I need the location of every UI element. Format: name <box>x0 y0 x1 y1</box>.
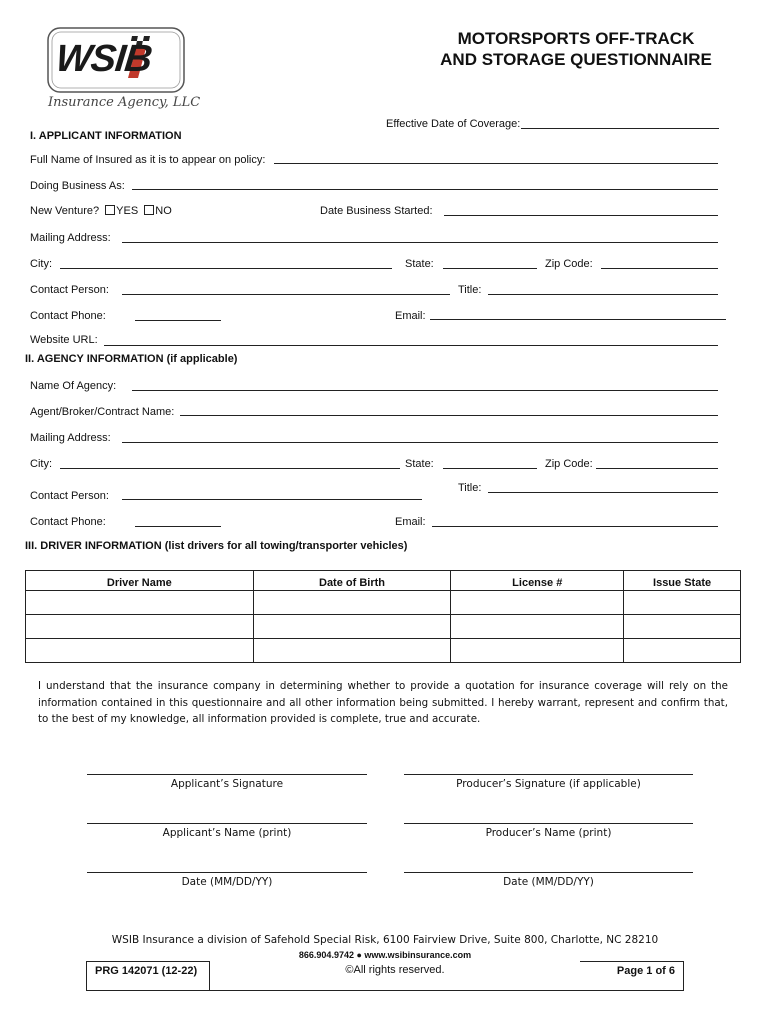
new-venture-text: New Venture? <box>30 205 100 217</box>
agency-logo <box>46 26 186 94</box>
agency-script-name: Insurance Agency, LLC <box>48 95 201 110</box>
applicant-name-field[interactable] <box>87 823 367 824</box>
producer-name-field[interactable] <box>404 823 693 824</box>
website-label: Website URL: <box>30 334 98 346</box>
agency-title-field[interactable] <box>488 492 718 493</box>
applicant-signature-field[interactable] <box>87 774 367 775</box>
mailing-label: Mailing Address: <box>30 232 111 244</box>
state-label: State: <box>405 258 434 270</box>
mailing-field[interactable] <box>122 242 718 243</box>
footer-rule <box>210 990 580 991</box>
driver-name-cell[interactable] <box>26 639 254 663</box>
certification-statement: I understand that the insurance company in determining whether to provide a quotation for insurance coverage will rely on the information contained in this questionnaire and all other information being submitted. I hereby warrant, represent and confirm that, to the best of my knowledge, all information provided is complete, true and accurate. <box>38 680 728 725</box>
full-name-field[interactable] <box>274 163 718 164</box>
agency-zip-field[interactable] <box>596 468 718 469</box>
no-label: NO <box>155 205 172 217</box>
contact-person-field[interactable] <box>122 294 450 295</box>
agency-mailing-field[interactable] <box>122 442 718 443</box>
producer-signature-field[interactable] <box>404 774 693 775</box>
driver-name-cell[interactable] <box>26 591 254 615</box>
dob-cell[interactable] <box>253 639 451 663</box>
date-started-label: Date Business Started: <box>320 205 433 217</box>
agency-city-label: City: <box>30 458 52 470</box>
agency-state-field[interactable] <box>443 468 537 469</box>
yes-checkbox[interactable] <box>105 205 115 215</box>
agency-email-label: Email: <box>395 516 426 528</box>
issue-state-cell[interactable] <box>624 591 741 615</box>
effective-date-label: Effective Date of Coverage: <box>386 118 521 130</box>
contact-phone-label: Contact Phone: <box>30 310 106 322</box>
zip-field[interactable] <box>601 268 718 269</box>
license-cell[interactable] <box>451 615 624 639</box>
dob-cell[interactable] <box>253 615 451 639</box>
agency-mailing-label: Mailing Address: <box>30 432 111 444</box>
applicant-signature-caption: Applicant’s Signature <box>170 778 284 790</box>
full-name-label: Full Name of Insured as it is to appear on policy: <box>30 154 266 166</box>
table-row <box>26 591 741 615</box>
footer-contact: 866.904.9742 ● www.wsibinsurance.com <box>298 950 472 960</box>
dba-field[interactable] <box>132 189 718 190</box>
producer-date-field[interactable] <box>404 872 693 873</box>
driver-table-header <box>26 571 741 591</box>
col-license: License # <box>451 571 624 591</box>
contact-phone-field[interactable] <box>135 320 221 321</box>
title-field[interactable] <box>488 294 718 295</box>
form-id-box <box>86 961 210 991</box>
driver-table <box>25 570 741 663</box>
new-venture-label <box>30 205 172 217</box>
col-date-of-birth: Date of Birth <box>253 571 451 591</box>
form-title-line1: MOTORSPORTS OFF-TRACK <box>457 29 695 48</box>
producer-signature-caption: Producer’s Signature (if applicable) <box>456 778 641 790</box>
agent-field[interactable] <box>180 415 718 416</box>
producer-name-caption: Producer’s Name (print) <box>485 827 612 839</box>
zip-label: Zip Code: <box>545 258 593 270</box>
state-field[interactable] <box>443 268 537 269</box>
agent-label: Agent/Broker/Contract Name: <box>30 406 175 418</box>
no-checkbox[interactable] <box>144 205 154 215</box>
agency-city-field[interactable] <box>60 468 400 469</box>
issue-state-cell[interactable] <box>624 615 741 639</box>
agency-name-label: Name Of Agency: <box>30 380 117 392</box>
yes-label: YES <box>116 205 139 217</box>
section-applicant-heading: I. APPLICANT INFORMATION <box>30 130 182 142</box>
rights-text: ©All rights reserved. <box>345 964 445 976</box>
effective-date-field[interactable] <box>521 128 719 129</box>
agency-contact-person-field[interactable] <box>122 499 422 500</box>
city-label: City: <box>30 258 52 270</box>
page-number-box <box>580 961 684 991</box>
agency-title-label: Title: <box>458 482 482 494</box>
applicant-name-caption: Applicant’s Name (print) <box>162 827 292 839</box>
agency-contact-person-label: Contact Person: <box>30 490 109 502</box>
table-row <box>26 639 741 663</box>
logo-text: WSIB <box>53 38 154 80</box>
form-title <box>426 28 726 70</box>
title-label: Title: <box>458 284 482 296</box>
section-agency-heading: II. AGENCY INFORMATION (if applicable) <box>25 353 238 365</box>
email-label: Email: <box>395 310 426 322</box>
city-field[interactable] <box>60 268 392 269</box>
issue-state-cell[interactable] <box>624 639 741 663</box>
license-cell[interactable] <box>451 591 624 615</box>
section-driver-heading: III. DRIVER INFORMATION (list drivers for all towing/transporter vehicles) <box>25 540 408 552</box>
agency-name-field[interactable] <box>132 390 718 391</box>
form-title-line2: AND STORAGE QUESTIONNAIRE <box>440 50 712 69</box>
dob-cell[interactable] <box>253 591 451 615</box>
col-issue-state: Issue State <box>624 571 741 591</box>
page-number: Page 1 of 6 <box>616 965 675 977</box>
dba-label: Doing Business As: <box>30 180 125 192</box>
license-cell[interactable] <box>451 639 624 663</box>
table-row <box>26 615 741 639</box>
agency-email-field[interactable] <box>432 526 718 527</box>
form-id: PRG 142071 (12-22) <box>95 965 198 977</box>
agency-state-label: State: <box>405 458 434 470</box>
applicant-date-caption: Date (MM/DD/YY) <box>181 876 273 888</box>
agency-zip-label: Zip Code: <box>545 458 593 470</box>
agency-contact-phone-label: Contact Phone: <box>30 516 106 528</box>
col-driver-name: Driver Name <box>26 571 254 591</box>
producer-date-caption: Date (MM/DD/YY) <box>503 876 594 888</box>
date-started-field[interactable] <box>444 215 718 216</box>
contact-person-label: Contact Person: <box>30 284 109 296</box>
applicant-date-field[interactable] <box>87 872 367 873</box>
email-field[interactable] <box>430 319 726 320</box>
website-field[interactable] <box>104 345 718 346</box>
driver-name-cell[interactable] <box>26 615 254 639</box>
agency-contact-phone-field[interactable] <box>135 526 221 527</box>
footer-division: WSIB Insurance a division of Safehold Special Risk, 6100 Fairview Drive, Suite 800, Charlotte, NC 28210 <box>111 934 659 946</box>
